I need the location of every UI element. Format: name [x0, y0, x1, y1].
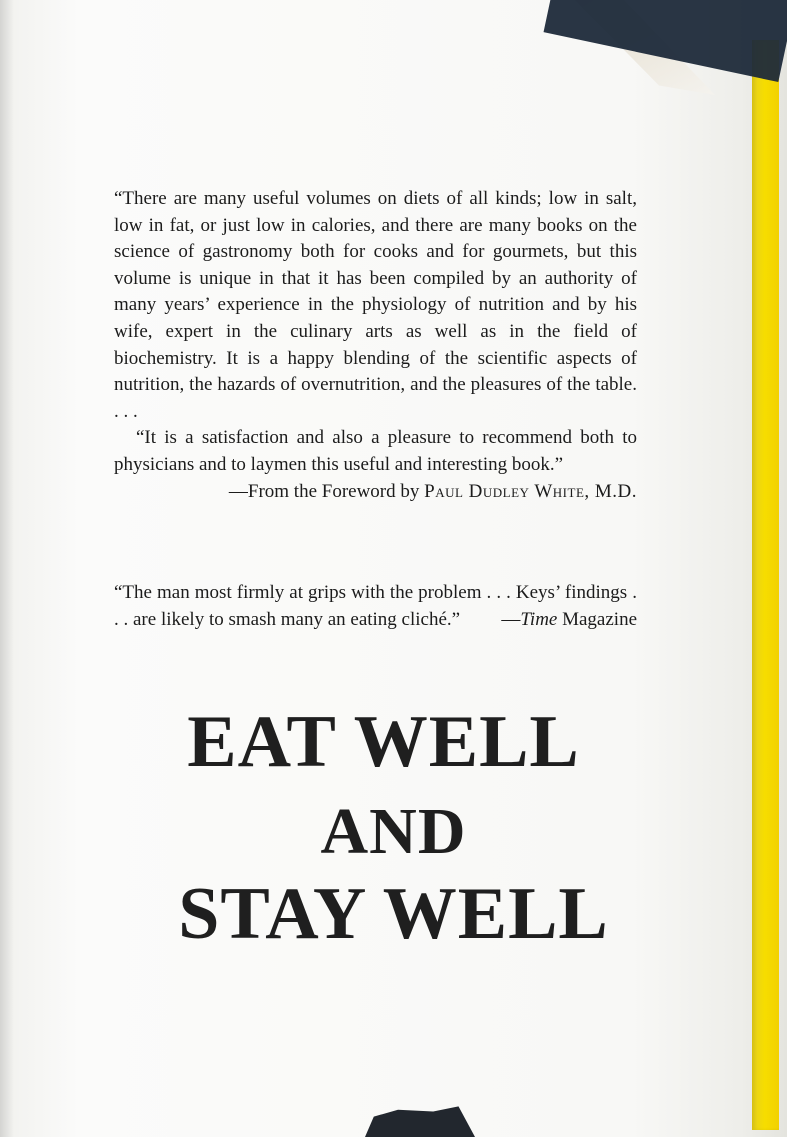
review-paragraph	[114, 580, 637, 633]
review-source-publication: Time	[520, 608, 558, 630]
review-quote	[114, 580, 637, 633]
review-source	[501, 607, 637, 634]
attribution-prefix: —From the Foreword by	[228, 480, 425, 502]
bottom-tear	[365, 1103, 475, 1137]
book-title-line-1: EAT WELL	[187, 701, 580, 783]
yellow-spine-strip	[752, 40, 779, 1130]
review-quote-text: “The man most firmly at grips with the problem . . . Keys’ findings . . . are likely to smash many an eating cliché.”	[114, 582, 637, 630]
foreword-excerpt	[114, 186, 637, 505]
review-source-suffix: Magazine	[557, 608, 637, 630]
foreword-paragraph-1: “There are many useful volumes on diets of all kinds; low in salt, low in fat, or just low in calories, and there are many books on the science of gastronomy both for cooks and for gourmets, but this volume is unique in that it has been compiled by an authority of many years’ experience in the physiology of nutrition and by his wife, expert in the culinary arts as well as in the field of biochemistry. It is a happy blending of the scientific aspects of nutrition, the hazards of overnutrition, and the pleasures of the table. . . .	[114, 188, 637, 422]
foreword-paragraph-2: “It is a satisfaction and also a pleasure to recommend both to physicians and to laymen this useful and interesting book.”	[114, 427, 637, 475]
left-edge-shadow	[0, 0, 14, 1137]
book-title-line-2: AND	[320, 795, 467, 868]
attribution-name: Paul Dudley White, M.D.	[424, 480, 637, 502]
review-source-dash: —	[501, 608, 521, 630]
foreword-attribution	[114, 479, 637, 506]
book-title-line-3: STAY WELL	[178, 873, 609, 955]
